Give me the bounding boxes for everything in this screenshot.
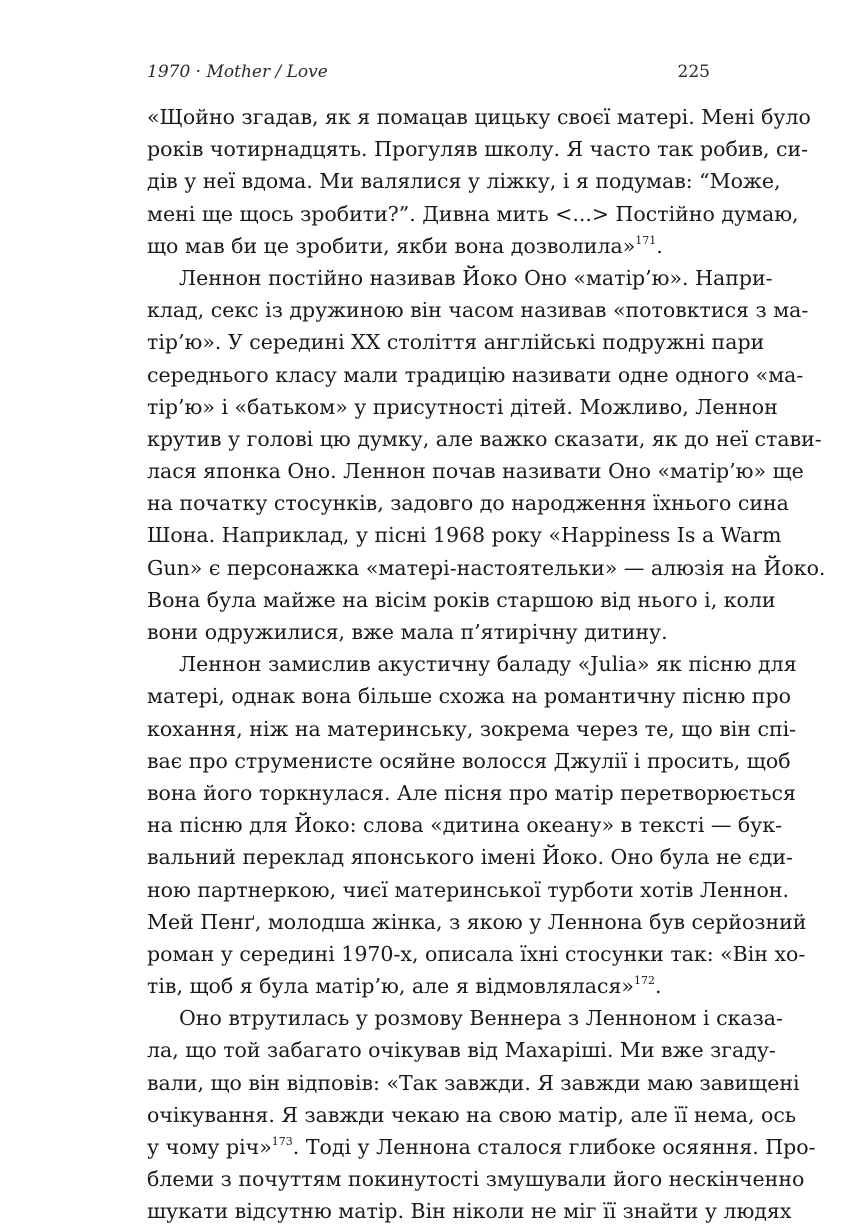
line-text: тір’ю» і «батьком» у присутності дітей. Можливо, Леннон bbox=[147, 394, 778, 419]
running-head bbox=[147, 60, 710, 88]
text-line bbox=[147, 1163, 805, 1195]
paragraph bbox=[147, 648, 807, 1002]
line-text: клад, секс із дружиною він часом називав «потовктися з ма- bbox=[147, 298, 809, 323]
line-text: ває про струменисте осяйне волосся Джулії і просить, щоб bbox=[147, 748, 791, 773]
text-line bbox=[147, 745, 791, 777]
line-text: що мав би це зробити, якби вона дозволила» bbox=[147, 233, 636, 258]
line-text-tail: . Тоді у Леннона сталося глибоке осяяння. Про- bbox=[292, 1135, 816, 1159]
text-line bbox=[147, 874, 790, 906]
line-text: лася японка Оно. Леннон почав називати Оно «матір’ю» ще bbox=[147, 459, 804, 484]
line-text-tail: . bbox=[656, 233, 663, 258]
line-text: роман у середині 1970-х, описала їхні стосунки так: «Він хо- bbox=[147, 941, 806, 966]
text-line bbox=[147, 455, 804, 487]
text-line bbox=[147, 970, 710, 1002]
page-number: 225 bbox=[677, 62, 710, 82]
line-text: на початку стосунків, задовго до народження їхнього сина bbox=[147, 491, 789, 516]
text-line bbox=[147, 326, 765, 358]
text-line bbox=[147, 938, 806, 970]
line-text: ла, що той забагато очікував від Махаріші. Ми вже згаду- bbox=[147, 1038, 776, 1063]
text-line bbox=[147, 777, 796, 809]
line-text: вальний переклад японського імені Йоко. Оно була не єди- bbox=[147, 845, 793, 870]
text-line bbox=[147, 165, 781, 197]
line-text: Шона. Наприклад, у пісні 1968 року «Happiness Is a Warm bbox=[147, 523, 782, 548]
line-text: блеми з почуттям покинутості змушували його нескінченно bbox=[147, 1167, 805, 1192]
line-text: на пісню для Йоко: слова «дитина океану» в тексті — бук- bbox=[147, 813, 783, 838]
text-line bbox=[147, 198, 799, 230]
text-line bbox=[147, 519, 782, 551]
paragraph bbox=[147, 262, 826, 648]
line-text: мені ще щось зробити?”. Дивна мить <...> Постійно думаю, bbox=[147, 201, 799, 226]
line-text: очікування. Я завжди чекаю на свою матір, але її нема, ось bbox=[147, 1102, 796, 1127]
line-text: років чотирнадцять. Прогуляв школу. Я часто так робив, си- bbox=[147, 137, 809, 162]
line-text: Леннон постійно називав Йоко Оно «матір’ю». Напри- bbox=[179, 265, 773, 290]
text-line bbox=[147, 423, 822, 455]
text-line bbox=[147, 552, 826, 584]
text-line bbox=[147, 133, 809, 165]
line-text: кохання, ніж на материнську, зокрема через те, що він спі- bbox=[147, 716, 797, 741]
text-line bbox=[147, 391, 778, 423]
line-text: вона його торкнулася. Але пісня про матір перетворюється bbox=[147, 780, 796, 805]
text-line bbox=[147, 841, 793, 873]
text-line bbox=[147, 487, 789, 519]
line-text: дів у неї вдома. Ми валялися у ліжку, і я подумав: “Може, bbox=[147, 169, 781, 194]
text-line bbox=[147, 906, 807, 938]
text-line bbox=[147, 713, 797, 745]
footnote-marker[interactable]: 171 bbox=[635, 233, 657, 247]
line-text: Вона була майже на вісім років старшою від нього і, коли bbox=[147, 587, 776, 612]
line-text: Gun» є персонажка «матері-настоятельки» — алюзія на Йоко. bbox=[147, 555, 826, 580]
paragraph bbox=[147, 1002, 816, 1227]
line-text: матері, однак вона більше схожа на романтичну пісню про bbox=[147, 684, 791, 709]
line-text: ною партнеркою, чиєї материнської турботи хотів Леннон. bbox=[147, 877, 790, 902]
text-line bbox=[147, 584, 776, 616]
footnote-marker[interactable]: 172 bbox=[633, 974, 655, 988]
text-line bbox=[147, 680, 791, 712]
line-text: вали, що він відповів: «Так завжди. Я завжди маю завищені bbox=[147, 1070, 800, 1095]
body-text bbox=[147, 101, 826, 1228]
text-line bbox=[147, 1067, 800, 1099]
line-text-tail: . bbox=[654, 974, 662, 999]
text-line bbox=[147, 809, 783, 841]
line-text: вони одружилися, вже мала п’ятирічну дитину. bbox=[147, 620, 668, 644]
text-line bbox=[147, 294, 809, 326]
text-line bbox=[147, 648, 797, 680]
text-line bbox=[147, 1034, 776, 1066]
text-line bbox=[147, 101, 811, 133]
line-text: Оно втрутилась у розмову Веннера з Ленноном і сказа- bbox=[179, 1006, 783, 1031]
line-text: середнього класу мали традицію називати одне одного «ма- bbox=[147, 362, 804, 387]
text-line bbox=[147, 262, 773, 294]
text-line bbox=[147, 230, 710, 262]
text-line bbox=[147, 616, 710, 648]
line-text: тів, щоб я була матір’ю, але я відмовлялася» bbox=[147, 974, 634, 999]
text-line bbox=[147, 1002, 783, 1034]
line-text: Мей Пенґ, молодша жінка, з якою у Леннона був серйозний bbox=[147, 909, 807, 934]
line-text: у чому річ» bbox=[147, 1135, 272, 1159]
text-line bbox=[147, 359, 804, 391]
text-line bbox=[147, 1131, 816, 1163]
line-text: «Щойно згадав, як я помацав цицьку своєї матері. Мені було bbox=[147, 105, 811, 129]
line-text: шукати відсутню матір. Він ніколи не міг її знайти у людях bbox=[147, 1199, 792, 1224]
text-line bbox=[147, 1099, 796, 1131]
line-text: Леннон замислив акустичну баладу «Julia» як пісню для bbox=[179, 652, 797, 677]
paragraph bbox=[147, 101, 811, 262]
footnote-marker[interactable]: 173 bbox=[271, 1135, 293, 1148]
running-title: 1970 · Mother / Love bbox=[147, 62, 328, 82]
line-text: крутив у голові цю думку, але важко сказати, як до неї стави- bbox=[147, 426, 822, 451]
text-line bbox=[147, 1195, 792, 1227]
line-text: тір’ю». У середині XX століття англійські подружні пари bbox=[147, 330, 765, 355]
